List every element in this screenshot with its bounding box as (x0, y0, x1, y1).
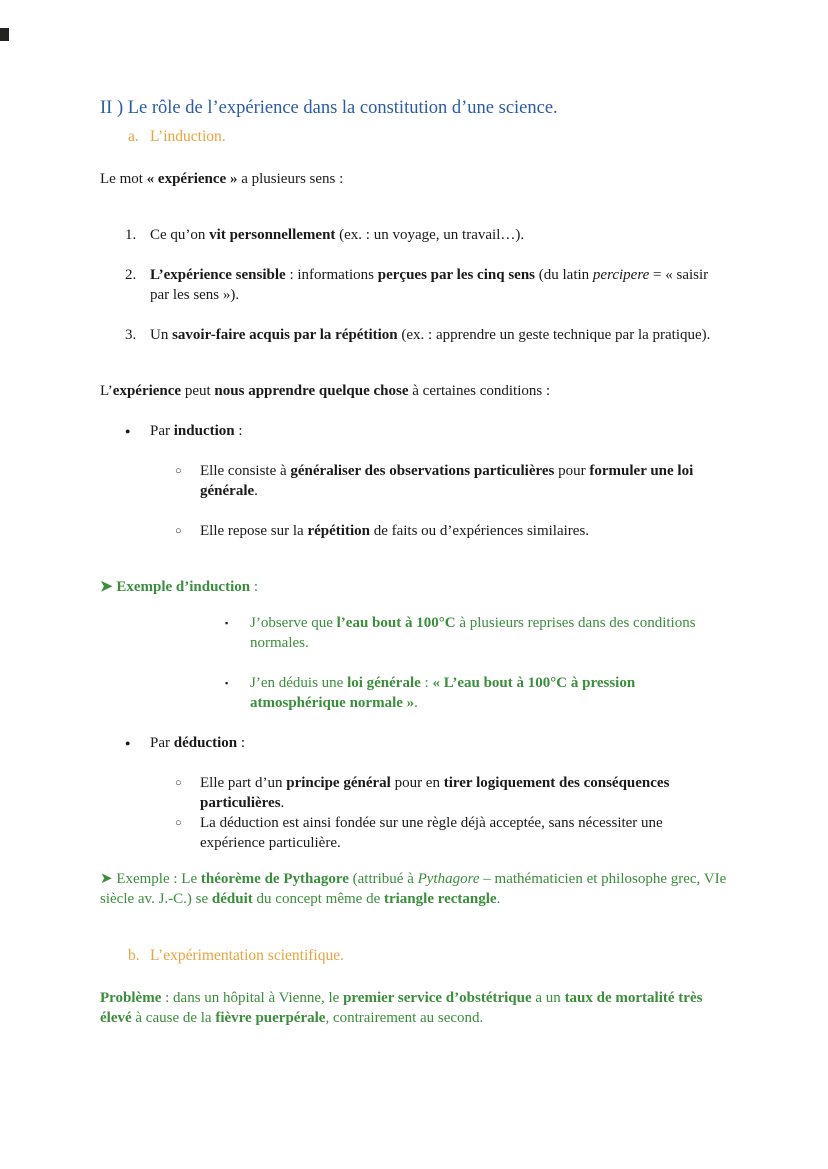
list-item-text: L’expérience sensible : informations perçues par les cinq sens (du latin percipere = « saisir par les sens »). (150, 267, 709, 303)
numbered-item-2 (100, 265, 728, 305)
list-number: 1. (125, 227, 137, 243)
numbered-item-3 (100, 325, 728, 345)
list-item-text: La déduction est ainsi fondée sur une règle déjà acceptée, sans nécessiter une expérience particulière. (200, 815, 663, 851)
list-item-text: J’en déduis une loi générale : « L’eau bout à 100°C à pression atmosphérique normale ». (250, 675, 636, 711)
list-item-text: Ce qu’on vit personnellement (ex. : un voyage, un travail…). (150, 227, 525, 243)
list-item-text: Elle consiste à généraliser des observations particulières pour formuler une loi générale. (200, 463, 694, 499)
intro-paragraph: Le mot « expérience » a plusieurs sens : (100, 171, 344, 187)
example-induction-point-2 (100, 673, 728, 713)
induction-point-2 (100, 521, 728, 541)
induction-point-1 (100, 461, 728, 501)
bullet-disc-icon: ● (125, 426, 131, 436)
bullet-square-icon: ▪ (225, 618, 229, 628)
subsection-b-letter: b. (128, 947, 140, 964)
subsection-a-title: L’induction. (150, 128, 226, 145)
bullet-disc-icon: ● (125, 738, 131, 748)
list-number: 3. (125, 327, 137, 343)
example-deduction-paragraph: ➤ Exemple : Le théorème de Pythagore (attribué à Pythagore – mathématicien et philosophe grec, VIe siècle av. J.-C.) se déduit du concept même de triangle rectangle. (100, 871, 727, 907)
bullet-square-icon: ▪ (225, 678, 229, 688)
bullet-circle-icon: ○ (175, 777, 182, 789)
subsection-a-letter: a. (128, 128, 139, 145)
problem-paragraph: Problème : dans un hôpital à Vienne, le premier service d’obstétrique a un taux de mortalité très élevé à cause de la fièvre puerpérale, contrairement au second. (100, 990, 703, 1026)
list-item-text: J’observe que l’eau bout à 100°C à plusieurs reprises dans des conditions normales. (250, 615, 696, 651)
numbered-item-1 (100, 225, 728, 245)
example-induction-heading: ➤ Exemple d’induction : (100, 579, 259, 595)
list-number: 2. (125, 267, 137, 283)
list-item-text: Elle part d’un principe général pour en tirer logiquement des conséquences particulières. (200, 775, 670, 811)
deduction-point-1 (100, 773, 728, 813)
subsection-b-title: L’expérimentation scientifique. (150, 947, 344, 964)
list-item-text: Par déduction : (150, 735, 246, 751)
subsection-a-heading (100, 126, 728, 147)
bullet-circle-icon: ○ (175, 817, 182, 829)
list-item-text: Par induction : (150, 423, 243, 439)
section-heading: II ) Le rôle de l’expérience dans la constitution d’une science. (100, 98, 558, 118)
deduction-point-2 (100, 813, 728, 853)
bullet-induction (100, 421, 728, 441)
list-item-text: Elle repose sur la répétition de faits ou d’expériences similaires. (200, 523, 590, 539)
bullet-circle-icon: ○ (175, 465, 182, 477)
bullet-deduction (100, 733, 728, 753)
bullet-circle-icon: ○ (175, 525, 182, 537)
conditions-paragraph: L’expérience peut nous apprendre quelque chose à certaines conditions : (100, 383, 551, 399)
page-corner-artifact (0, 28, 9, 41)
example-induction-point-1 (100, 613, 728, 653)
subsection-b-heading (100, 945, 728, 966)
list-item-text: Un savoir-faire acquis par la répétition (ex. : apprendre un geste technique par la pratique). (150, 327, 711, 343)
